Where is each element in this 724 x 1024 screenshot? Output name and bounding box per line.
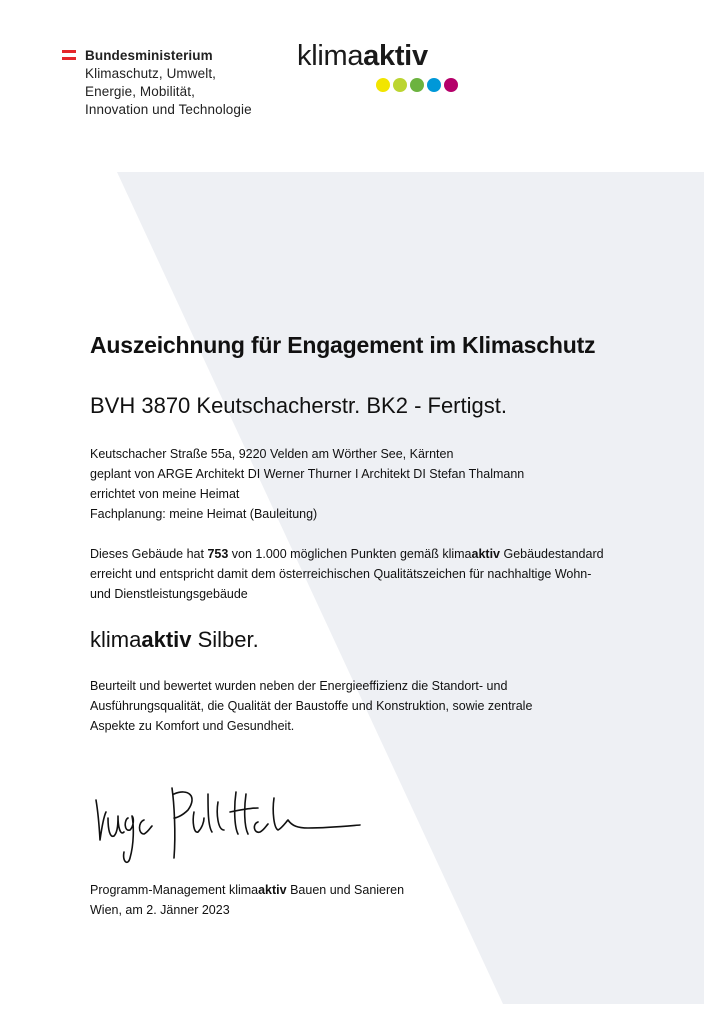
austria-flag-icon: [62, 50, 76, 60]
logo-wordmark: [297, 40, 458, 72]
klimaaktiv-logo: [297, 40, 458, 92]
level-pre: klima: [90, 627, 142, 652]
logo-dot-magenta: [444, 78, 458, 92]
logo-dots: [376, 78, 458, 92]
planner-line: geplant von ARGE Architekt DI Werner Thurner I Architekt DI Stefan Thalmann: [90, 467, 525, 481]
logo-part-klima: klima: [297, 40, 364, 72]
ministry-line-2: Klimaschutz, Umwelt,: [85, 66, 217, 81]
footer-text-post: Bauen und Sanieren: [286, 883, 405, 897]
points-statement: [90, 544, 650, 604]
points-text-mid: von 1.000 möglichen Punkten gemäß klima: [228, 547, 472, 561]
builder-line: errichtet von meine Heimat: [90, 487, 240, 501]
specialist-planning-line: Fachplanung: meine Heimat (Bauleitung): [90, 507, 318, 521]
signature-footer: [90, 880, 404, 920]
logo-part-aktiv: aktiv: [363, 40, 428, 72]
ministry-header: [62, 47, 252, 119]
project-details: [90, 444, 650, 524]
points-line-2: erreicht und entspricht damit dem österreichischen Qualitätszeichen für nachhaltige Wohn-: [90, 567, 592, 581]
logo-dot-green: [410, 78, 424, 92]
award-level: [90, 626, 650, 654]
footer-brand: aktiv: [258, 883, 287, 897]
logo-dot-blue: [427, 78, 441, 92]
footer-text-pre: Programm-Management klima: [90, 883, 259, 897]
assessment-line-1: Beurteilt und bewertet wurden neben der Energieeffizienz die Standort- und: [90, 679, 508, 693]
points-value: 753: [207, 547, 229, 561]
assessment-statement: [90, 676, 650, 736]
level-brand: aktiv: [141, 627, 192, 652]
points-line-3: und Dienstleistungsgebäude: [90, 587, 248, 601]
assessment-line-3: Aspekte zu Komfort und Gesundheit.: [90, 719, 295, 733]
project-name: BVH 3870 Keutschacherstr. BK2 - Fertigst.: [90, 393, 507, 418]
place-date-line: Wien, am 2. Jänner 2023: [90, 903, 230, 917]
ministry-line-1: Bundesministerium: [85, 48, 213, 63]
ministry-line-3: Energie, Mobilität,: [85, 84, 195, 99]
handwritten-signature: [88, 782, 368, 872]
assessment-line-2: Ausführungsqualität, die Qualität der Baustoffe und Konstruktion, sowie zentrale: [90, 699, 533, 713]
points-text-post: Gebäudestandard: [500, 547, 604, 561]
ministry-name: [85, 47, 252, 119]
points-text-pre: Dieses Gebäude hat: [90, 547, 208, 561]
ministry-line-4: Innovation und Technologie: [85, 102, 252, 117]
logo-dot-lime: [393, 78, 407, 92]
address-line: Keutschacher Straße 55a, 9220 Velden am Wörther See, Kärnten: [90, 447, 454, 461]
level-post: Silber.: [191, 627, 259, 652]
certificate-body: [90, 330, 650, 736]
logo-dot-yellow: [376, 78, 390, 92]
certificate-title: Auszeichnung für Engagement im Klimaschutz: [90, 332, 596, 358]
points-brand: aktiv: [471, 547, 501, 561]
program-management-line: [90, 880, 404, 900]
